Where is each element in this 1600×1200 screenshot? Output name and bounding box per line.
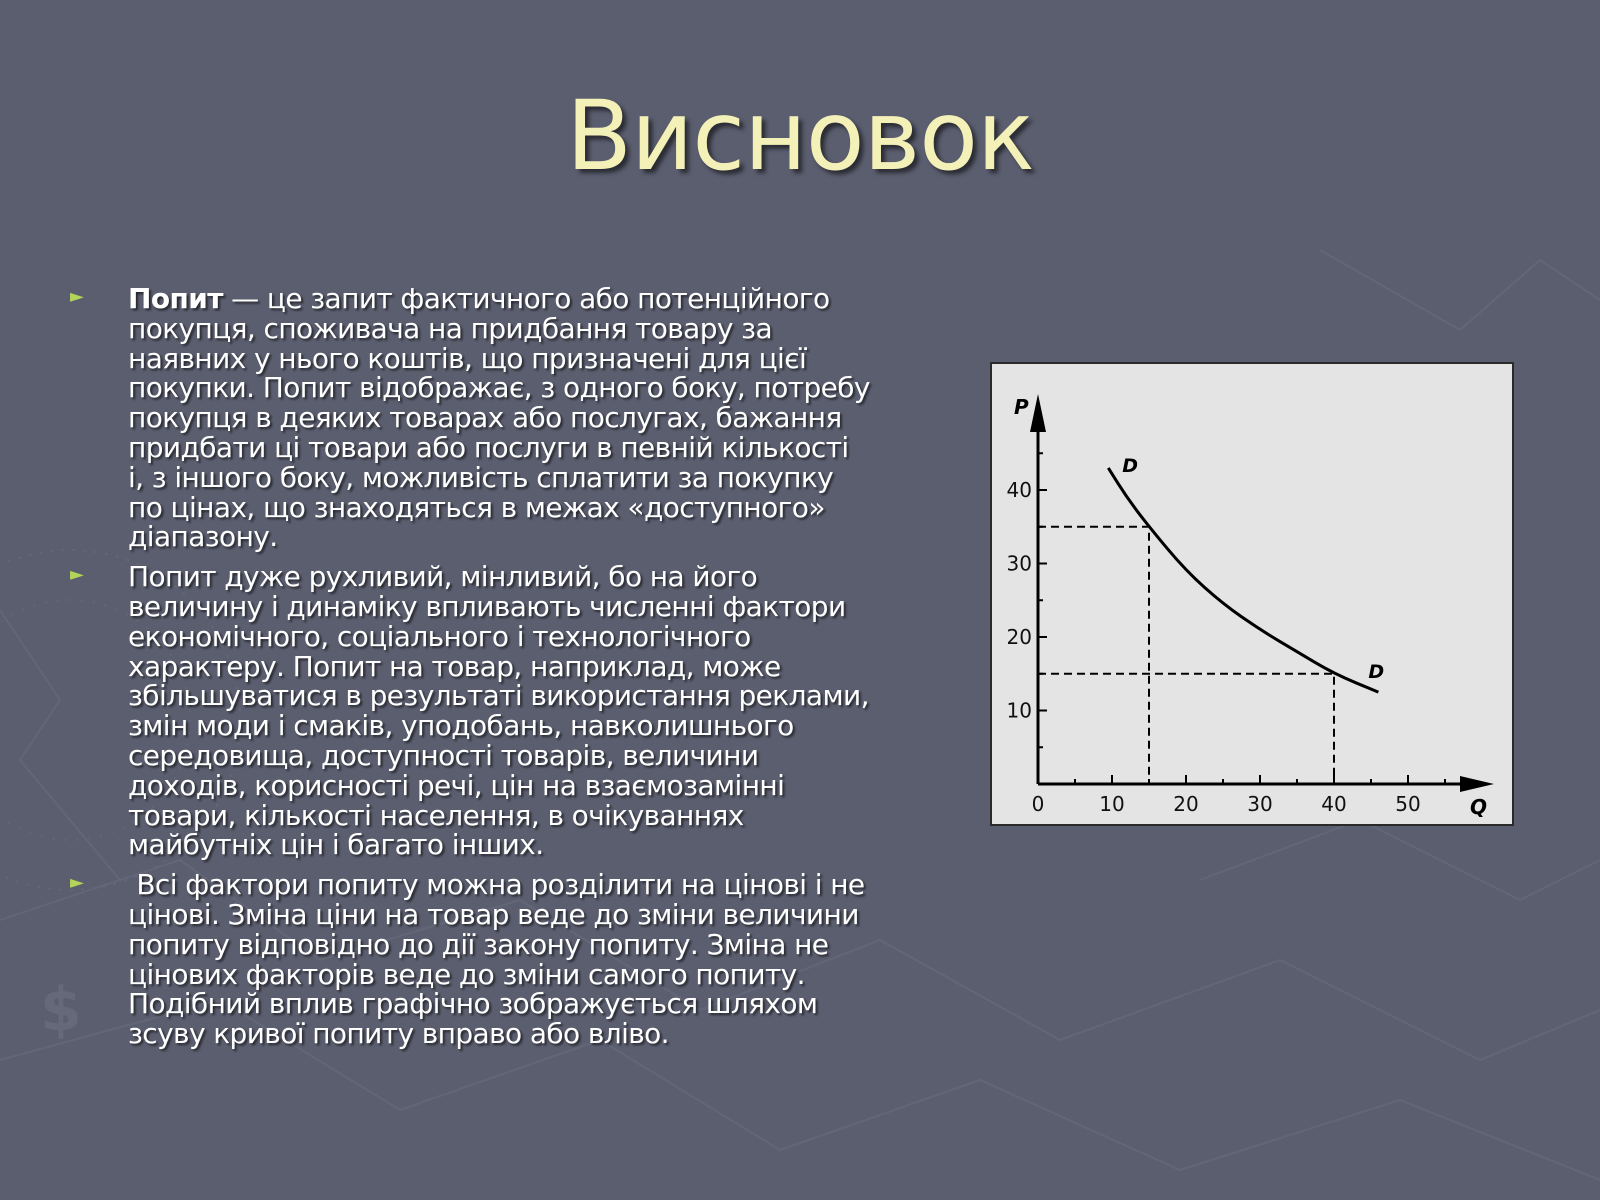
y-tick-label: 30 [1006, 551, 1032, 576]
y-axis-arrow-icon [1030, 394, 1046, 432]
bullet-list [70, 282, 873, 1059]
x-tick-label: 10 [1099, 792, 1125, 816]
y-tick-label: 20 [1006, 625, 1032, 649]
bullet-body: Всі фактори попиту можна розділити на цінові і не цінові. Зміна ціни на товар веде до зміни величини попиту відповідно до дії закону попиту. Зміна не цінових факторів веде до зміни самого попиту. Подібний вплив графічно зображується шляхом зсуву кривої попиту вправо або вліво. [128, 868, 873, 1051]
triangle-right-icon: ► [70, 286, 84, 307]
reference-dashed-line [1038, 527, 1149, 784]
demand-chart [990, 362, 1514, 826]
y-tick-label: 10 [1006, 698, 1032, 723]
y-axis-label: P [1014, 395, 1029, 419]
curve-label-end: D [1368, 661, 1385, 684]
bullet-text [128, 282, 870, 553]
slide-title: Висновок [566, 80, 1034, 192]
x-axis-label: Q [1470, 795, 1488, 819]
y-tick-label: 40 [1006, 478, 1032, 502]
x-tick-label: 20 [1173, 792, 1199, 816]
x-tick-label: 50 [1395, 792, 1421, 816]
bullet-item [70, 562, 870, 860]
bullet-body: — це запит фактичного або потенційного покупця, споживача на придбання товару за наявних у нього коштів, що призначені для цієї покупки. Попит відображає, з одного боку, потребу покупця в деяких товарах або послугах, бажання придбати ці товари або послуги в певній кількості і, з іншого боку, можливість сплатити за покупку по цінах, що знаходяться в межах «доступного» діапазону. [128, 282, 870, 554]
x-tick-label: 0 [1031, 792, 1045, 816]
demand-chart-svg [992, 364, 1512, 824]
curve-label-start: D [1122, 454, 1139, 477]
triangle-right-icon: ► [70, 564, 84, 586]
triangle-right-icon: ► [70, 872, 84, 894]
bullet-term: Попит [128, 282, 223, 315]
bullet-body: Попит дуже рухливий, мінливий, бо на його величину і динаміку впливають численні фактори економічного, соціального і технологічного характеру. Попит на товар, наприклад, може збільшуватися в результаті використання реклами, змін моди і смаків, уподобань, навколишнього середовища, доступності товарів, величини доходів, корисності речі, цін на взаємозамінні товари, кількості населення, в очікуваннях майбутніх цін і багато інших. [128, 560, 869, 862]
bullet-item [70, 868, 873, 1051]
x-axis-arrow-icon [1460, 776, 1494, 792]
reference-dashed-line [1038, 674, 1334, 784]
x-tick-label: 30 [1247, 792, 1273, 816]
svg-text:$: $ [40, 975, 82, 1045]
x-tick-label: 40 [1321, 792, 1347, 816]
bullet-text [128, 868, 873, 1050]
demand-curve [1108, 468, 1378, 692]
bullet-text [128, 560, 869, 861]
bullet-item [70, 284, 870, 552]
